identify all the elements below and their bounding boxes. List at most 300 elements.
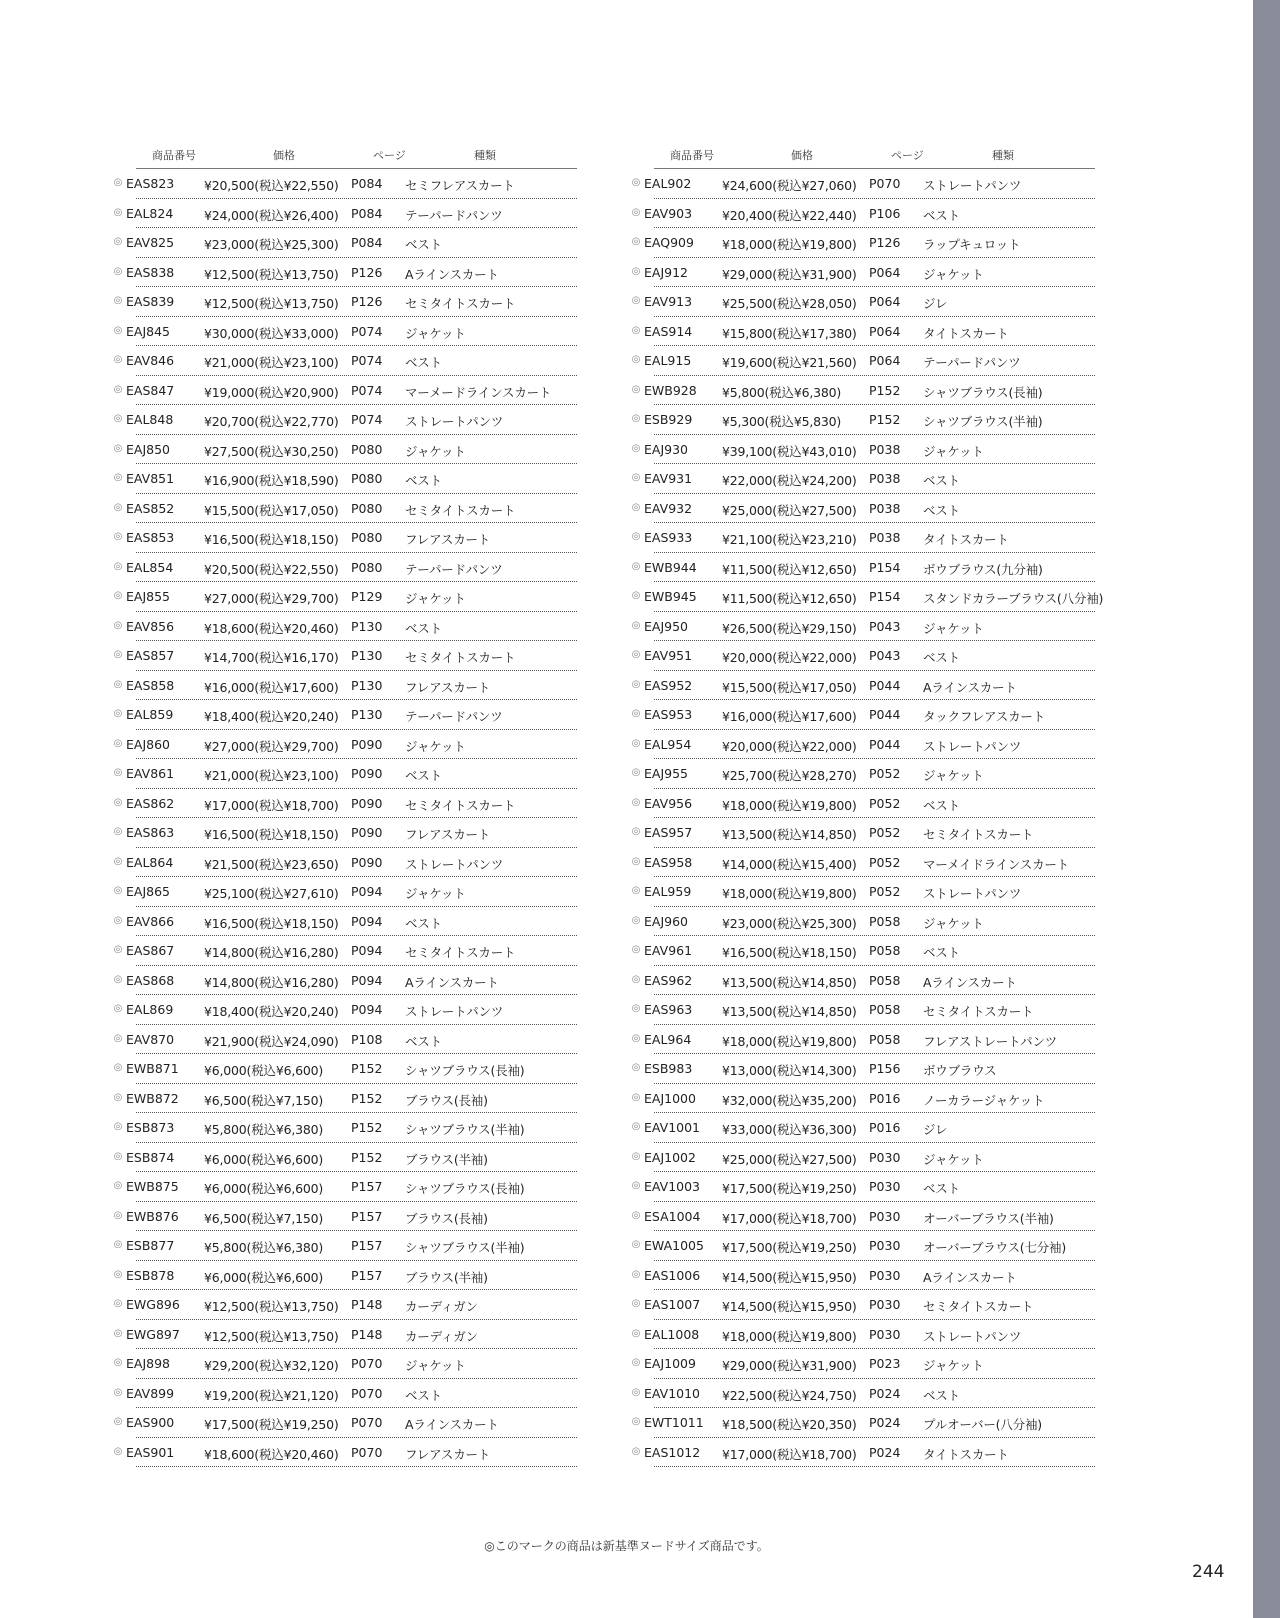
product-type: ジレ (923, 1122, 948, 1137)
nude-size-mark-icon: ◎ (113, 708, 123, 719)
table-row (631, 995, 1095, 1025)
nude-size-mark-icon: ◎ (113, 501, 123, 513)
nude-size-mark-icon: ◎ (113, 885, 123, 896)
nude-size-mark-icon: ◎ (113, 324, 123, 336)
product-page: P130 (351, 648, 383, 663)
product-type: ブラウス(半袖) (405, 1269, 488, 1285)
table-row (113, 877, 577, 907)
product-price: ¥6,000(税込¥6,600) (204, 1063, 324, 1078)
table-row (113, 995, 577, 1025)
product-page: P126 (869, 235, 901, 250)
product-code: EAS838 (126, 264, 175, 280)
product-code: EAV856 (126, 618, 175, 634)
table-body (113, 169, 577, 1467)
table-row (113, 818, 577, 848)
product-price: ¥23,000(税込¥25,300) (722, 915, 857, 931)
product-price: ¥15,500(税込¥17,050) (204, 502, 339, 518)
nude-size-mark-icon: ◎ (113, 560, 123, 572)
product-code: EAJ860 (126, 736, 170, 752)
product-code: EWG896 (126, 1297, 180, 1312)
table-row (631, 1172, 1095, 1202)
table-row (631, 346, 1095, 376)
product-price: ¥12,500(税込¥13,750) (204, 1328, 339, 1344)
table-row (631, 553, 1095, 583)
product-page: P030 (869, 1297, 901, 1312)
product-page: P152 (869, 382, 901, 398)
table-row (631, 1054, 1095, 1084)
table-row (113, 641, 577, 671)
product-page: P058 (869, 913, 901, 929)
product-page: P152 (351, 1061, 383, 1076)
product-page: P080 (351, 559, 383, 575)
product-price: ¥20,500(税込¥22,550) (204, 561, 339, 577)
nude-size-mark-icon: ◎ (113, 1209, 123, 1221)
table-row (631, 1202, 1095, 1232)
table-row (631, 1143, 1095, 1173)
product-price: ¥12,500(税込¥13,750) (204, 266, 339, 282)
product-code: EWB945 (644, 589, 697, 604)
product-type: マーメードラインスカート (405, 384, 552, 400)
nude-size-mark-icon: ◎ (631, 767, 641, 778)
product-page: P038 (869, 530, 901, 545)
header-page: ページ (891, 149, 924, 162)
product-price: ¥6,500(税込¥7,150) (204, 1092, 324, 1108)
product-price: ¥16,900(税込¥18,590) (204, 473, 339, 488)
product-type: ベスト (405, 620, 442, 636)
product-code: EAL954 (644, 736, 692, 752)
nude-size-mark-icon: ◎ (631, 501, 641, 513)
product-type: ジャケット (923, 915, 984, 931)
product-page: P024 (869, 1385, 901, 1401)
product-code: EAL859 (126, 707, 174, 722)
nude-size-mark-icon: ◎ (113, 1268, 123, 1280)
table-row (631, 494, 1095, 524)
product-page: P080 (351, 500, 383, 516)
table-row (631, 907, 1095, 937)
product-code: EAV851 (126, 471, 175, 486)
table-row (113, 287, 577, 317)
nude-size-mark-icon: ◎ (631, 1416, 641, 1427)
nude-size-mark-icon: ◎ (631, 236, 641, 247)
product-type: ベスト (923, 945, 960, 960)
product-type: ジャケット (923, 443, 984, 459)
product-price: ¥24,000(税込¥26,400) (204, 207, 339, 223)
table-row (113, 1379, 577, 1409)
product-page: P052 (869, 766, 901, 781)
product-page: P030 (869, 1238, 901, 1253)
product-page: P058 (869, 943, 901, 958)
header-type: 種類 (474, 149, 496, 162)
product-table-left (113, 140, 577, 1467)
header-code: 商品番号 (152, 149, 196, 162)
product-code: EAV913 (644, 294, 693, 309)
header-price: 価格 (791, 149, 813, 162)
product-page: P084 (351, 205, 383, 221)
product-type: ジャケット (405, 325, 466, 341)
product-code: EAS853 (126, 530, 175, 545)
nude-size-mark-icon: ◎ (631, 1239, 641, 1250)
product-code: EWB928 (644, 382, 697, 398)
nude-size-mark-icon: ◎ (631, 619, 641, 631)
table-row (631, 405, 1095, 435)
product-price: ¥26,500(税込¥29,150) (722, 620, 857, 636)
product-type: ブラウス(長袖) (405, 1210, 488, 1226)
nude-size-mark-icon: ◎ (113, 236, 123, 247)
product-type: Aラインスカート (405, 1417, 499, 1432)
product-code: ESB877 (126, 1238, 175, 1253)
page-number: 244 (1192, 1562, 1225, 1582)
product-price: ¥30,000(税込¥33,000) (204, 325, 339, 341)
nude-size-mark-icon: ◎ (631, 1327, 641, 1339)
product-type: ベスト (405, 473, 442, 488)
product-code: ESB983 (644, 1061, 693, 1076)
product-code: EAS914 (644, 323, 693, 339)
product-code: EAV956 (644, 795, 693, 811)
table-row (113, 1054, 577, 1084)
table-header (136, 140, 577, 169)
product-type: タイトスカート (923, 1446, 1009, 1462)
product-page: P052 (869, 854, 901, 870)
product-type: カーディガン (405, 1328, 478, 1344)
product-price: ¥16,000(税込¥17,600) (204, 679, 339, 695)
product-type: セミタイトスカート (923, 827, 1034, 842)
table-row (113, 966, 577, 996)
product-page: P090 (351, 825, 383, 840)
nude-size-mark-icon: ◎ (631, 737, 641, 749)
product-price: ¥18,400(税込¥20,240) (204, 709, 339, 724)
nude-size-mark-icon: ◎ (113, 354, 123, 365)
table-body (631, 169, 1104, 1467)
product-price: ¥29,200(税込¥32,120) (204, 1358, 339, 1373)
table-row (113, 376, 577, 406)
product-price: ¥17,000(税込¥18,700) (722, 1210, 857, 1226)
table-row (631, 1231, 1095, 1261)
product-price: ¥27,000(税込¥29,700) (204, 591, 339, 606)
product-page: P030 (869, 1179, 901, 1194)
nude-size-mark-icon: ◎ (631, 1032, 641, 1044)
product-type: ジャケット (923, 1151, 984, 1167)
product-page: P094 (351, 1002, 383, 1017)
table-row (113, 1438, 577, 1468)
table-row (113, 1231, 577, 1261)
product-price: ¥14,700(税込¥16,170) (204, 650, 339, 665)
product-page: P154 (869, 589, 901, 604)
nude-size-mark-icon: ◎ (631, 560, 641, 572)
product-page: P080 (351, 471, 383, 486)
product-page: P064 (869, 353, 901, 368)
table-row (631, 1290, 1095, 1320)
nude-size-mark-icon: ◎ (631, 1386, 641, 1398)
product-page: P070 (351, 1415, 383, 1430)
product-type: セミフレアスカート (405, 178, 515, 193)
nude-size-mark-icon: ◎ (631, 1062, 641, 1073)
product-code: EAV903 (644, 205, 693, 221)
product-price: ¥18,000(税込¥19,800) (722, 237, 857, 252)
table-row (631, 1408, 1095, 1438)
product-code: EAS958 (644, 854, 693, 870)
nude-size-mark-icon: ◎ (113, 678, 123, 690)
product-price: ¥16,500(税込¥18,150) (722, 945, 857, 960)
table-row (631, 582, 1104, 612)
table-row (631, 1320, 1095, 1350)
table-row (631, 1084, 1095, 1114)
product-price: ¥16,500(税込¥18,150) (204, 915, 339, 931)
product-price: ¥19,600(税込¥21,560) (722, 355, 857, 370)
product-price: ¥5,800(税込¥6,380) (722, 384, 842, 400)
table-row (631, 287, 1095, 317)
product-type: テーパードパンツ (923, 355, 1021, 370)
nude-size-mark-icon: ◎ (631, 324, 641, 336)
table-row (113, 494, 577, 524)
table-row (631, 966, 1095, 996)
product-price: ¥20,700(税込¥22,770) (204, 414, 339, 429)
product-page: P052 (869, 825, 901, 840)
product-code: EWG897 (126, 1326, 180, 1342)
product-type: カーディガン (405, 1299, 478, 1314)
product-code: EAJ950 (644, 618, 688, 634)
product-type: オーバーブラウス(七分袖) (923, 1240, 1067, 1255)
product-type: セミタイトスカート (405, 797, 516, 813)
nude-size-mark-icon: ◎ (631, 885, 641, 896)
product-type: セミタイトスカート (405, 650, 516, 665)
product-type: ベスト (405, 768, 442, 783)
product-type: フレアスカート (405, 532, 491, 547)
product-page: P074 (351, 382, 383, 398)
product-type: フレアスカート (405, 679, 491, 695)
product-page: P094 (351, 884, 383, 899)
header-price: 価格 (273, 149, 295, 162)
product-type: セミタイトスカート (923, 1299, 1034, 1314)
nude-size-mark-icon: ◎ (631, 826, 641, 837)
table-row (113, 317, 577, 347)
product-price: ¥17,000(税込¥18,700) (204, 797, 339, 813)
product-code: EAS1012 (644, 1444, 701, 1460)
product-code: ESB874 (126, 1149, 175, 1165)
product-code: EAV899 (126, 1385, 175, 1401)
product-code: EAS952 (644, 677, 693, 693)
product-page: P080 (351, 441, 383, 457)
product-page: P126 (351, 264, 383, 280)
product-page: P024 (869, 1415, 901, 1430)
product-page: P094 (351, 913, 383, 929)
table-row (113, 1113, 577, 1143)
nude-size-mark-icon: ◎ (113, 1416, 123, 1427)
product-code: EAL824 (126, 205, 174, 221)
nude-size-mark-icon: ◎ (631, 295, 641, 306)
product-price: ¥16,500(税込¥18,150) (204, 532, 339, 547)
product-type: ノーカラージャケット (923, 1092, 1045, 1108)
product-price: ¥25,500(税込¥28,050) (722, 296, 857, 311)
product-code: EAS1007 (644, 1297, 701, 1312)
product-price: ¥18,400(税込¥20,240) (204, 1004, 339, 1019)
product-page: P016 (869, 1090, 901, 1106)
table-row (631, 1025, 1095, 1055)
nude-size-mark-icon: ◎ (631, 1150, 641, 1162)
product-price: ¥17,500(税込¥19,250) (722, 1181, 857, 1196)
product-type: Aラインスカート (923, 974, 1017, 990)
table-row (631, 818, 1095, 848)
product-type: ジャケット (923, 1358, 984, 1373)
table-row (631, 317, 1095, 347)
product-page: P084 (351, 176, 383, 191)
product-price: ¥24,600(税込¥27,060) (722, 178, 857, 193)
table-row (113, 759, 577, 789)
table-row (113, 1143, 577, 1173)
table-row (113, 789, 577, 819)
nude-size-mark-icon: ◎ (631, 973, 641, 985)
product-page: P126 (351, 294, 383, 309)
product-page: P157 (351, 1238, 383, 1253)
table-row (631, 641, 1095, 671)
product-page: P038 (869, 441, 901, 457)
product-code: EAS857 (126, 648, 175, 663)
product-type: ブラウス(長袖) (405, 1092, 488, 1108)
product-page: P052 (869, 795, 901, 811)
product-page: P157 (351, 1179, 383, 1194)
nude-size-mark-icon: ◎ (631, 590, 641, 601)
table-row (113, 346, 577, 376)
product-price: ¥17,000(税込¥18,700) (722, 1446, 857, 1462)
product-page: P130 (351, 618, 383, 634)
table-row (113, 582, 577, 612)
nude-size-mark-icon: ◎ (113, 1150, 123, 1162)
nude-size-mark-icon: ◎ (631, 708, 641, 719)
product-type: テーパードパンツ (405, 207, 503, 223)
table-row (631, 1113, 1095, 1143)
product-page: P038 (869, 471, 901, 486)
product-page: P058 (869, 1002, 901, 1017)
table-row (113, 523, 577, 553)
table-row (113, 907, 577, 937)
nude-size-mark-icon: ◎ (113, 649, 123, 660)
product-type: シャツブラウス(半袖) (405, 1240, 525, 1255)
product-code: EAJ1002 (644, 1149, 696, 1165)
product-price: ¥27,500(税込¥30,250) (204, 443, 339, 459)
product-page: P074 (351, 323, 383, 339)
product-code: EAJ1000 (644, 1090, 696, 1106)
product-page: P152 (351, 1090, 383, 1106)
product-code: EAS867 (126, 943, 175, 958)
product-price: ¥15,800(税込¥17,380) (722, 325, 857, 341)
product-type: ジャケット (923, 620, 984, 636)
product-type: ストレートパンツ (923, 738, 1022, 754)
product-type: ベスト (923, 207, 960, 223)
product-code: EAV951 (644, 648, 693, 663)
product-code: EAS963 (644, 1002, 693, 1017)
nude-size-mark-icon: ◎ (113, 1298, 123, 1309)
nude-size-mark-icon: ◎ (113, 531, 123, 542)
product-page: P044 (869, 736, 901, 752)
table-row (631, 1261, 1095, 1291)
nude-size-mark-icon: ◎ (631, 265, 641, 277)
product-page: P064 (869, 264, 901, 280)
product-code: EAV931 (644, 471, 693, 486)
product-price: ¥18,000(税込¥19,800) (722, 1033, 857, 1049)
product-code: EAS823 (126, 176, 175, 191)
table-row (113, 1349, 577, 1379)
product-type: ベスト (405, 237, 442, 252)
product-page: P074 (351, 353, 383, 368)
nude-size-mark-icon: ◎ (631, 1091, 641, 1103)
product-code: EWT1011 (644, 1415, 704, 1430)
side-tab-bar (1253, 0, 1280, 1618)
product-type: シャツブラウス(長袖) (405, 1181, 525, 1196)
product-price: ¥29,000(税込¥31,900) (722, 1358, 857, 1373)
product-page: P084 (351, 235, 383, 250)
nude-size-mark-icon: ◎ (113, 442, 123, 454)
product-price: ¥25,000(税込¥27,500) (722, 502, 857, 518)
nude-size-mark-icon: ◎ (113, 1032, 123, 1044)
header-type: 種類 (992, 149, 1014, 162)
product-price: ¥21,500(税込¥23,650) (204, 856, 339, 872)
product-type: オーバーブラウス(半袖) (923, 1210, 1054, 1226)
product-page: P156 (869, 1061, 901, 1076)
nude-size-mark-icon: ◎ (113, 767, 123, 778)
product-price: ¥15,500(税込¥17,050) (722, 679, 857, 695)
product-type: ベスト (923, 797, 960, 813)
product-type: テーパードパンツ (405, 709, 503, 724)
product-price: ¥18,000(税込¥19,800) (722, 1328, 857, 1344)
product-page: P148 (351, 1297, 383, 1312)
product-page: P024 (869, 1444, 901, 1460)
product-price: ¥17,500(税込¥19,250) (204, 1417, 339, 1432)
nude-size-mark-icon: ◎ (113, 826, 123, 837)
product-table-right (631, 140, 1104, 1467)
product-type: Aラインスカート (923, 679, 1017, 695)
nude-size-mark-icon: ◎ (631, 472, 641, 483)
table-row (113, 1261, 577, 1291)
nude-size-mark-icon: ◎ (113, 206, 123, 218)
product-type: タイトスカート (923, 532, 1009, 547)
product-price: ¥18,600(税込¥20,460) (204, 1446, 339, 1462)
product-price: ¥13,500(税込¥14,850) (722, 1004, 857, 1019)
table-row (113, 464, 577, 494)
product-type: ボウブラウス (923, 1063, 997, 1078)
product-code: EWB872 (126, 1090, 179, 1106)
product-price: ¥21,000(税込¥23,100) (204, 355, 339, 370)
product-code: EAL854 (126, 559, 174, 575)
table-row (631, 1438, 1095, 1468)
nude-size-mark-icon: ◎ (113, 413, 123, 424)
table-row (631, 848, 1095, 878)
product-code: EAJ850 (126, 441, 170, 457)
product-type: ラップキュロット (923, 237, 1021, 252)
nude-size-mark-icon: ◎ (113, 1445, 123, 1457)
product-code: EAL869 (126, 1002, 174, 1017)
product-code: EAL1008 (644, 1326, 700, 1342)
product-code: EAS862 (126, 795, 175, 811)
table-row (113, 405, 577, 435)
product-price: ¥5,800(税込¥6,380) (204, 1122, 324, 1137)
table-row (113, 936, 577, 966)
nude-size-mark-icon: ◎ (113, 1091, 123, 1103)
product-type: ベスト (405, 1033, 442, 1049)
product-page: P152 (869, 412, 901, 427)
nude-size-mark-icon: ◎ (631, 1357, 641, 1368)
product-code: EAS957 (644, 825, 693, 840)
product-type: タイトスカート (923, 325, 1009, 341)
product-price: ¥13,500(税込¥14,850) (722, 827, 857, 842)
nude-size-mark-icon: ◎ (631, 944, 641, 955)
nude-size-mark-icon: ◎ (113, 855, 123, 867)
nude-size-mark-icon: ◎ (113, 737, 123, 749)
product-price: ¥6,000(税込¥6,600) (204, 1151, 324, 1167)
product-price: ¥6,000(税込¥6,600) (204, 1269, 324, 1285)
product-code: EAS839 (126, 294, 175, 309)
product-price: ¥20,500(税込¥22,550) (204, 178, 339, 193)
nude-size-mark-icon: ◎ (631, 1003, 641, 1014)
product-type: ベスト (923, 650, 960, 665)
